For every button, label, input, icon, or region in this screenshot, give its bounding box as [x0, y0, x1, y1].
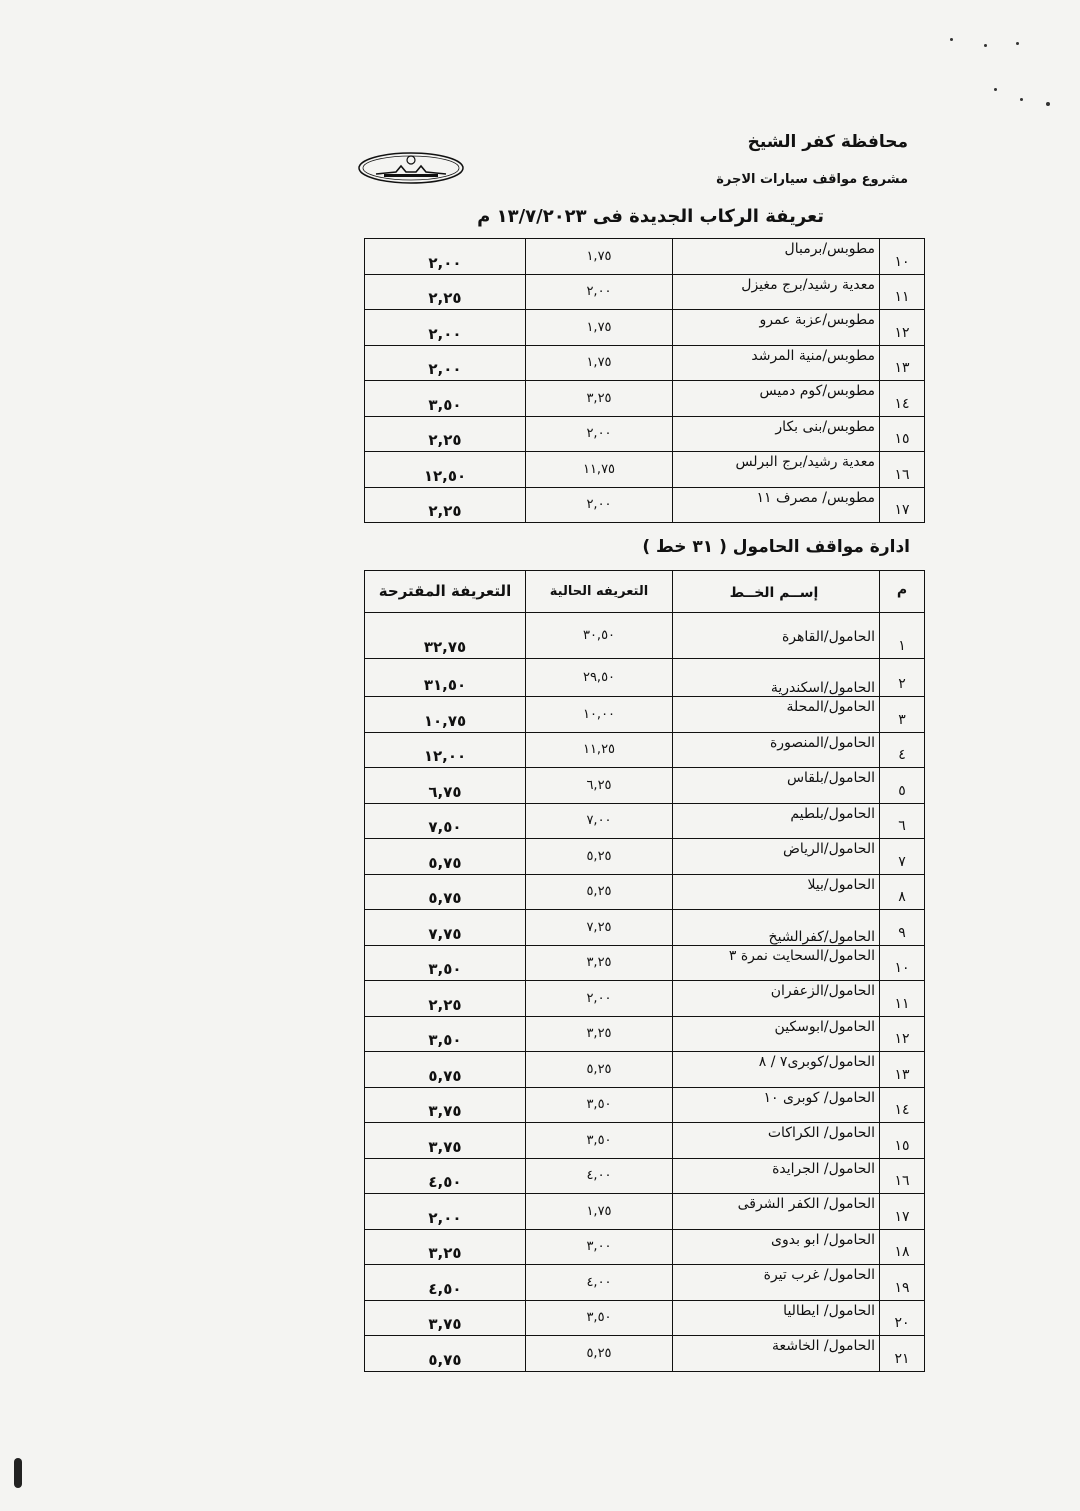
line-name: الحامول/ الكفر الشرقى [673, 1194, 880, 1230]
proposed-fare: ٢,٢٥ [365, 981, 526, 1017]
current-fare: ٧,٢٥ [526, 910, 673, 946]
current-fare: ٢,٠٠ [526, 274, 673, 310]
line-name: الحامول/ الكراكات [673, 1123, 880, 1159]
scan-speck [1016, 42, 1019, 45]
proposed-fare: ٥,٧٥ [365, 1336, 526, 1372]
table-row [365, 839, 925, 875]
emblem-logo-icon [356, 150, 466, 190]
table-row [365, 697, 925, 733]
current-fare: ١٠,٠٠ [526, 697, 673, 733]
row-number: ١٦ [880, 452, 925, 488]
proposed-fare: ٣,٧٥ [365, 1087, 526, 1123]
current-fare: ٢,٠٠ [526, 487, 673, 523]
table-row [365, 803, 925, 839]
scan-edge-mark [14, 1458, 22, 1488]
row-number: ١٥ [880, 416, 925, 452]
header-current-fare: التعريفه الحالية [526, 571, 673, 613]
proposed-fare: ٧,٧٥ [365, 910, 526, 946]
table-row [365, 768, 925, 804]
current-fare: ٤,٠٠ [526, 1265, 673, 1301]
current-fare: ١١,٢٥ [526, 732, 673, 768]
current-fare: ٧,٠٠ [526, 803, 673, 839]
line-name: الحامول/السحايت نمرة ٣ [673, 945, 880, 981]
row-number: ١٠ [880, 945, 925, 981]
scan-speck [994, 88, 997, 91]
table-row [365, 1300, 925, 1336]
row-number: ١٤ [880, 1087, 925, 1123]
current-fare: ٥,٢٥ [526, 839, 673, 875]
row-number: ٩ [880, 910, 925, 946]
row-number: ٢١ [880, 1336, 925, 1372]
table-row [365, 345, 925, 381]
proposed-fare: ٢,٠٠ [365, 239, 526, 275]
current-fare: ٣,٥٠ [526, 1123, 673, 1159]
line-name: الحامول/الزعفران [673, 981, 880, 1017]
row-number: ١٤ [880, 381, 925, 417]
row-number: ١٧ [880, 1194, 925, 1230]
tariff-table-part1 [364, 238, 925, 523]
line-name: الحامول/بيلا [673, 874, 880, 910]
row-number: ٤ [880, 732, 925, 768]
table-row [365, 732, 925, 768]
current-fare: ٥,٢٥ [526, 1336, 673, 1372]
proposed-fare: ٢,٢٥ [365, 416, 526, 452]
current-fare: ٣,٢٥ [526, 945, 673, 981]
table-row [365, 910, 925, 946]
row-number: ١١ [880, 274, 925, 310]
line-name: الحامول/المحلة [673, 697, 880, 733]
proposed-fare: ٣,٧٥ [365, 1123, 526, 1159]
table-row [365, 613, 925, 659]
row-number: ١١ [880, 981, 925, 1017]
scan-speck [1046, 102, 1050, 106]
line-name: الحامول/كوبرى٧ / ٨ [673, 1052, 880, 1088]
proposed-fare: ٢,٠٠ [365, 1194, 526, 1230]
row-number: ١٥ [880, 1123, 925, 1159]
row-number: ١٠ [880, 239, 925, 275]
line-name: معدية رشيد/برج البرلس [673, 452, 880, 488]
current-fare: ٢,٠٠ [526, 981, 673, 1017]
line-name: الحامول/ ايطاليا [673, 1300, 880, 1336]
current-fare: ٣٠,٥٠ [526, 613, 673, 659]
proposed-fare: ٣,٧٥ [365, 1300, 526, 1336]
proposed-fare: ٥,٧٥ [365, 1052, 526, 1088]
proposed-fare: ١٠,٧٥ [365, 697, 526, 733]
current-fare: ٥,٢٥ [526, 874, 673, 910]
section-title-hamoul: ادارة مواقف الحامول ( ٣١ خط ) [642, 537, 910, 557]
table-row [365, 310, 925, 346]
current-fare: ١,٧٥ [526, 310, 673, 346]
table-row [365, 239, 925, 275]
line-name: الحامول/القاهرة [673, 613, 880, 659]
row-number: ١٢ [880, 310, 925, 346]
row-number: ٥ [880, 768, 925, 804]
proposed-fare: ٢,٠٠ [365, 310, 526, 346]
table-row [365, 659, 925, 697]
proposed-fare: ٢,٠٠ [365, 345, 526, 381]
scan-speck [1020, 98, 1023, 101]
row-number: ٣ [880, 697, 925, 733]
line-name: الحامول/ الخاشعة [673, 1336, 880, 1372]
line-name: الحامول/ كوبرى ١٠ [673, 1087, 880, 1123]
current-fare: ٣,٥٠ [526, 1300, 673, 1336]
current-fare: ٤,٠٠ [526, 1158, 673, 1194]
scan-speck [984, 44, 987, 47]
current-fare: ١,٧٥ [526, 239, 673, 275]
table-row [365, 416, 925, 452]
current-fare: ١١,٧٥ [526, 452, 673, 488]
proposed-fare: ٤,٥٠ [365, 1158, 526, 1194]
proposed-fare: ٥,٧٥ [365, 874, 526, 910]
line-name: مطوبس/منية المرشد [673, 345, 880, 381]
row-number: ٧ [880, 839, 925, 875]
table-row [365, 981, 925, 1017]
row-number: ١٢ [880, 1016, 925, 1052]
table-row [365, 1194, 925, 1230]
table-header-row [365, 571, 925, 613]
row-number: ١٩ [880, 1265, 925, 1301]
tariff-table-hamoul [364, 570, 925, 1372]
table-row [365, 1158, 925, 1194]
proposed-fare: ٢,٢٥ [365, 487, 526, 523]
row-number: ١٣ [880, 1052, 925, 1088]
row-number: ٦ [880, 803, 925, 839]
proposed-fare: ٣,٥٠ [365, 945, 526, 981]
proposed-fare: ٣١,٥٠ [365, 659, 526, 697]
current-fare: ٦,٢٥ [526, 768, 673, 804]
proposed-fare: ٣,٥٠ [365, 1016, 526, 1052]
proposed-fare: ٣,٥٠ [365, 381, 526, 417]
line-name: مطوبس/بنى بكار [673, 416, 880, 452]
line-name: الحامول/اسكندرية [673, 659, 880, 697]
row-number: ٨ [880, 874, 925, 910]
table-row [365, 1229, 925, 1265]
row-number: ٢ [880, 659, 925, 697]
line-name: الحامول/ ابو بدوى [673, 1229, 880, 1265]
line-name: الحامول/كفرالشيخ [673, 910, 880, 946]
row-number: ١٣ [880, 345, 925, 381]
current-fare: ١,٧٥ [526, 345, 673, 381]
proposed-fare: ١٢,٥٠ [365, 452, 526, 488]
header-number: م [880, 571, 925, 613]
row-number: ١٧ [880, 487, 925, 523]
table-row [365, 274, 925, 310]
line-name: معدية رشيد/برج مغيزل [673, 274, 880, 310]
governorate-title: محافظة كفر الشيخ [747, 132, 908, 152]
line-name: مطوبس/برمبال [673, 239, 880, 275]
table-row [365, 1052, 925, 1088]
row-number: ١ [880, 613, 925, 659]
row-number: ١٨ [880, 1229, 925, 1265]
line-name: الحامول/ابوسكين [673, 1016, 880, 1052]
scan-speck [950, 38, 953, 41]
tariff-title: تعريفة الركاب الجديدة فى ١٣/٧/٢٠٢٣ م [477, 206, 824, 227]
proposed-fare: ٤,٥٠ [365, 1265, 526, 1301]
line-name: الحامول/الرياض [673, 839, 880, 875]
proposed-fare: ٧,٥٠ [365, 803, 526, 839]
header-proposed-fare: التعريفة المقترحة [365, 571, 526, 613]
table-row [365, 945, 925, 981]
current-fare: ٥,٢٥ [526, 1052, 673, 1088]
header-line-name: إســم الخــط [673, 571, 880, 613]
project-subtitle: مشروع مواقف سيارات الاجرة [716, 172, 908, 187]
current-fare: ٣,٢٥ [526, 1016, 673, 1052]
table-row [365, 487, 925, 523]
line-name: الحامول/ غرب تيرة [673, 1265, 880, 1301]
line-name: الحامول/المنصورة [673, 732, 880, 768]
table-row [365, 381, 925, 417]
current-fare: ١,٧٥ [526, 1194, 673, 1230]
table-row [365, 452, 925, 488]
table-row [365, 1265, 925, 1301]
line-name: مطوبس/عزبة عمرو [673, 310, 880, 346]
line-name: الحامول/بلطيم [673, 803, 880, 839]
current-fare: ٣,٢٥ [526, 381, 673, 417]
current-fare: ٣,٥٠ [526, 1087, 673, 1123]
table-row [365, 874, 925, 910]
row-number: ٢٠ [880, 1300, 925, 1336]
proposed-fare: ٦,٧٥ [365, 768, 526, 804]
table-row [365, 1123, 925, 1159]
table-row [365, 1016, 925, 1052]
table-row [365, 1087, 925, 1123]
line-name: الحامول/بلقاس [673, 768, 880, 804]
proposed-fare: ١٢,٠٠ [365, 732, 526, 768]
line-name: مطوبس/كوم دميس [673, 381, 880, 417]
current-fare: ٢,٠٠ [526, 416, 673, 452]
line-name: الحامول/ الجرايدة [673, 1158, 880, 1194]
current-fare: ٣,٠٠ [526, 1229, 673, 1265]
proposed-fare: ٥,٧٥ [365, 839, 526, 875]
proposed-fare: ٣٢,٧٥ [365, 613, 526, 659]
table-row [365, 1336, 925, 1372]
row-number: ١٦ [880, 1158, 925, 1194]
proposed-fare: ٣,٢٥ [365, 1229, 526, 1265]
current-fare: ٢٩,٥٠ [526, 659, 673, 697]
proposed-fare: ٢,٢٥ [365, 274, 526, 310]
line-name: مطوبس/ مصرف ١١ [673, 487, 880, 523]
